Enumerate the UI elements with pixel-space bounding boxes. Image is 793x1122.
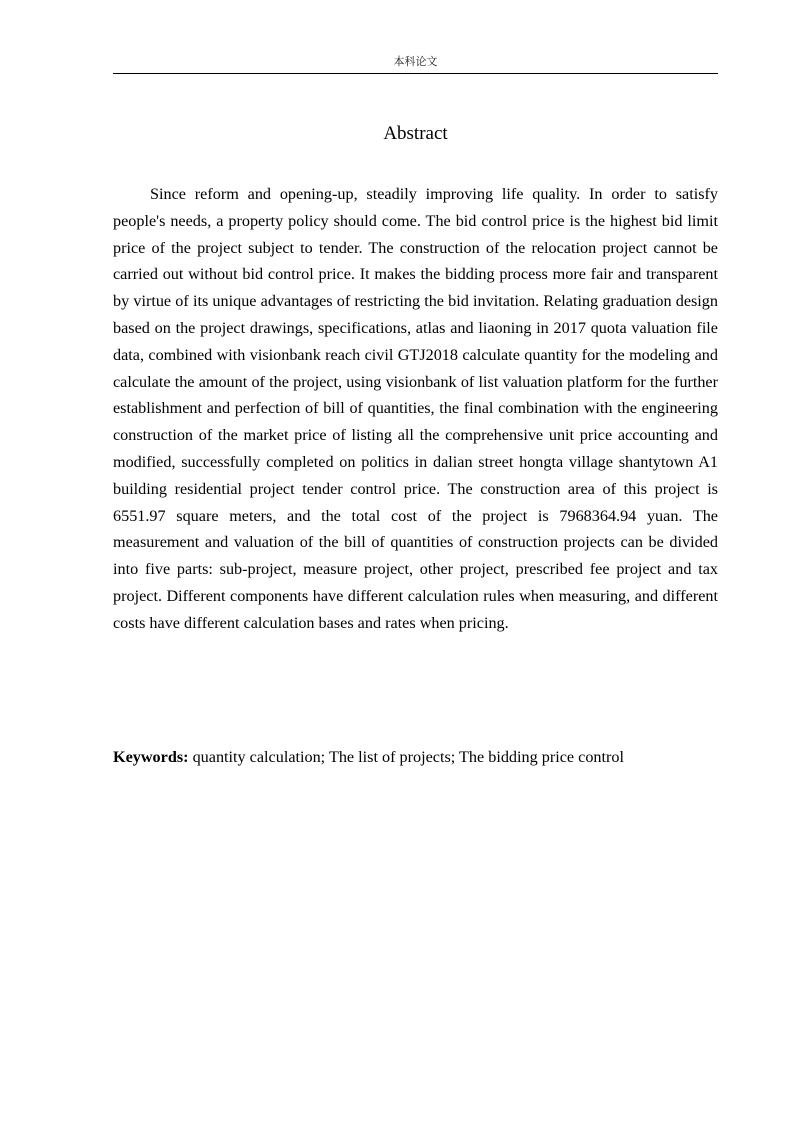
running-header: 本科论文 [393, 55, 438, 68]
page-title: Abstract [383, 123, 448, 144]
keywords-text: quantity calculation; The list of projects; The bidding price control [188, 748, 624, 766]
keywords-line [113, 744, 718, 770]
abstract-paragraph: Since reform and opening-up, steadily improving life quality. In order to satisfy people's needs, a property policy should come. The bid control price is the highest bid limit price of the project subject to tender. The construction of the relocation project cannot be carried out without bid control price. It makes the bidding process more fair and transparent by virtue of its unique advantages of restricting the bid invitation. Relating graduation design based on the project drawings, specifications, atlas and liaoning in 2017 quota valuation file data, combined with visionbank reach civil GTJ2018 calculate quantity for the modeling and calculate the amount of the project, using visionbank of list valuation platform for the further establishment and perfection of bill of quantities, the final combination with the engineering construction of the market price of listing all the comprehensive unit price accounting and modified, successfully completed on politics in dalian street hongta village shantytown A1 building residential project tender control price. The construction area of this project is 6551.97 square meters, and the total cost of the project is 7968364.94 yuan. The measurement and valuation of the bill of quantities of construction projects can be divided into five parts: sub-project, measure project, other project, prescribed fee project and tax project. Different components have different calculation rules when measuring, and different costs have different calculation bases and rates when pricing. [113, 185, 718, 632]
keywords-label: Keywords: [113, 748, 189, 766]
header-divider [113, 73, 718, 74]
